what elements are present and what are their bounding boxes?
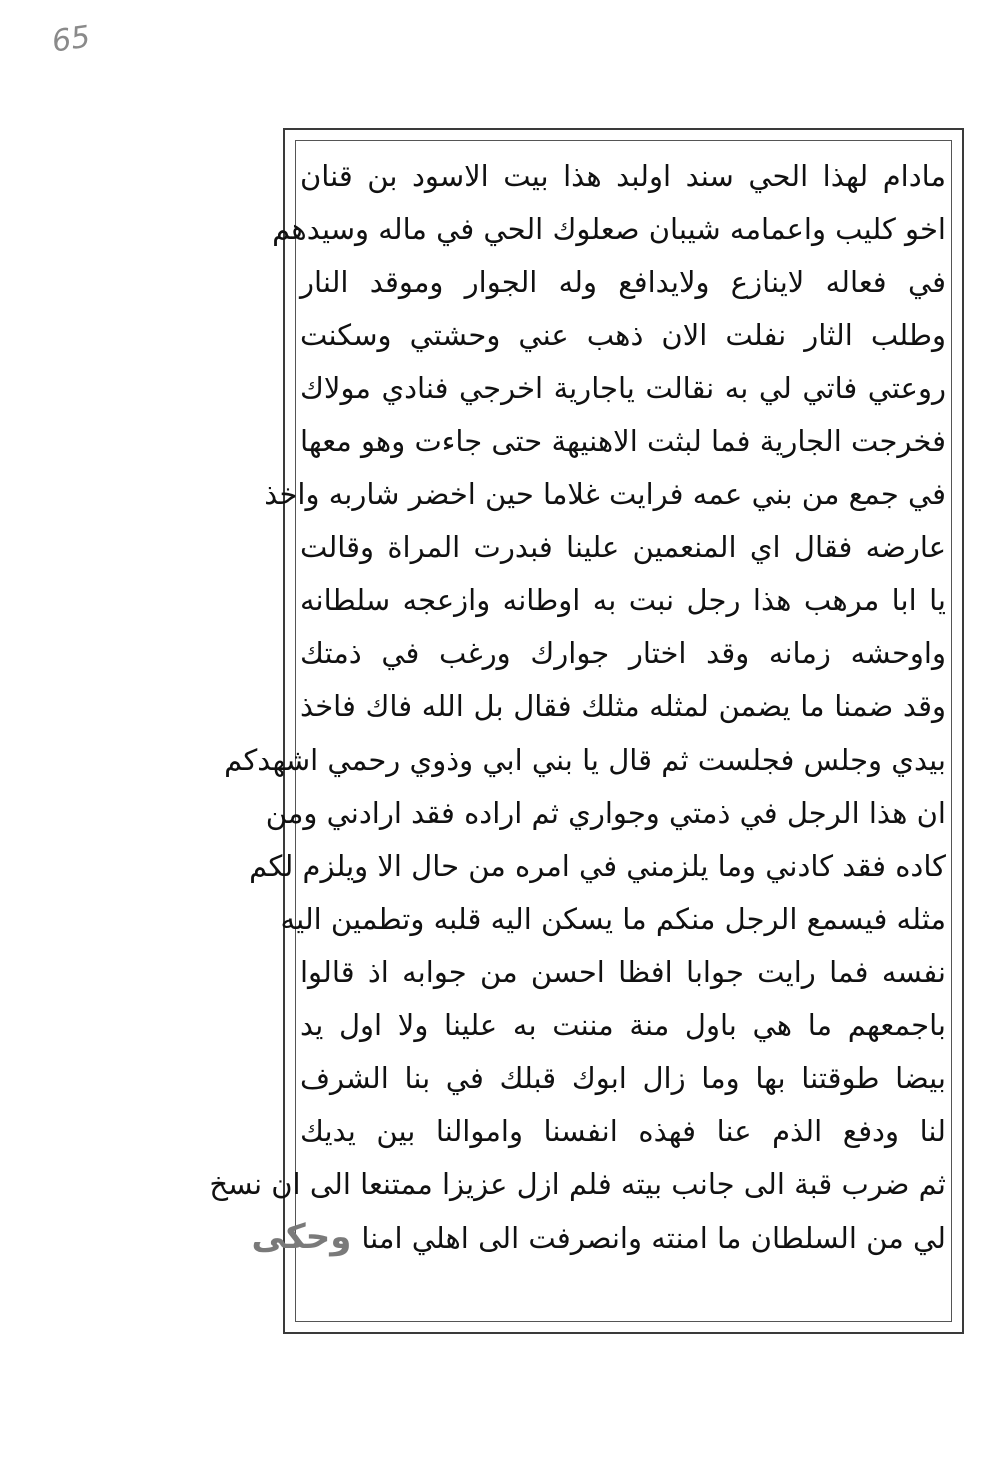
text-line: وطلب الثار نفلت الان ذهب عني وحشتي وسكنت	[300, 318, 946, 353]
text-line: لي من السلطان ما امنته وانصرفت الى اهلي امنا	[361, 1220, 946, 1255]
text-line: واوحشه زمانه وقد اختار جوارك ورغب في ذمتك	[300, 636, 946, 671]
text-line: يا ابا مرهب هذا رجل نبت به اوطانه وازعجه سلطانه	[300, 583, 946, 618]
manuscript-text-block	[209, 150, 946, 1318]
text-line: روعتي فاتي لي به نقالت ياجارية اخرجي فنادي مولاك	[300, 371, 946, 406]
last-text-line	[251, 1211, 946, 1264]
text-line: لنا ودفع الذم عنا فهذه انفسنا واموالنا بين يديك	[300, 1113, 946, 1148]
folio-number: 65	[49, 19, 93, 60]
text-line: مادام لهذا الحي سند اولبد هذا بيت الاسود بن قنان	[300, 159, 946, 193]
text-line: بيضا طوقتنا بها وما زال ابوك قبلك في بنا الشرف	[300, 1060, 946, 1095]
text-line: كاده فقد كادني وما يلزمني في امره من حال الا ويلزم لكم	[249, 848, 946, 883]
text-line: عارضه فقال اي المنعمين علينا فبدرت المراة وقالت	[300, 530, 946, 565]
text-line: فخرجت الجارية فما لبثت الاهنيهة حتى جاءت وهو معها	[300, 424, 946, 459]
text-line: ان هذا الرجل في ذمتي وجواري ثم اراده فقد ارادني ومن	[265, 795, 946, 830]
text-line: بيدي وجلس فجلست ثم قال يا بني ابي وذوي رحمي اشهدكم	[224, 742, 946, 777]
text-line: نفسه فما رايت جوابا افظا احسن من جوابه اذ قالوا	[300, 954, 946, 989]
text-line: في جمع من بني عمه فرايت غلاما حين اخضر شاربه واخذ	[264, 477, 946, 512]
text-line: ثم ضرب قبة الى جانب بيته فلم ازل عزيزا ممتنعا الى ان نسخ	[209, 1166, 946, 1201]
catchword: وحكى	[251, 1216, 352, 1257]
text-line: اخو كليب واعمامه شيبان صعلوك الحي في ماله وسيدهم	[272, 212, 946, 247]
text-line: وقد ضمنا ما يضمن لمثله مثلك فقال بل الله فاك فاخذ	[300, 689, 946, 724]
text-line: مثله فيسمع الرجل منكم ما يسكن اليه قلبه وتطمين اليه	[280, 901, 946, 936]
text-line: باجمعهم ما هي باول منة مننت به علينا ولا اول يد	[300, 1007, 946, 1042]
text-line: في فعاله لاينازع ولايدافع وله الجوار وموقد النار	[300, 265, 946, 300]
